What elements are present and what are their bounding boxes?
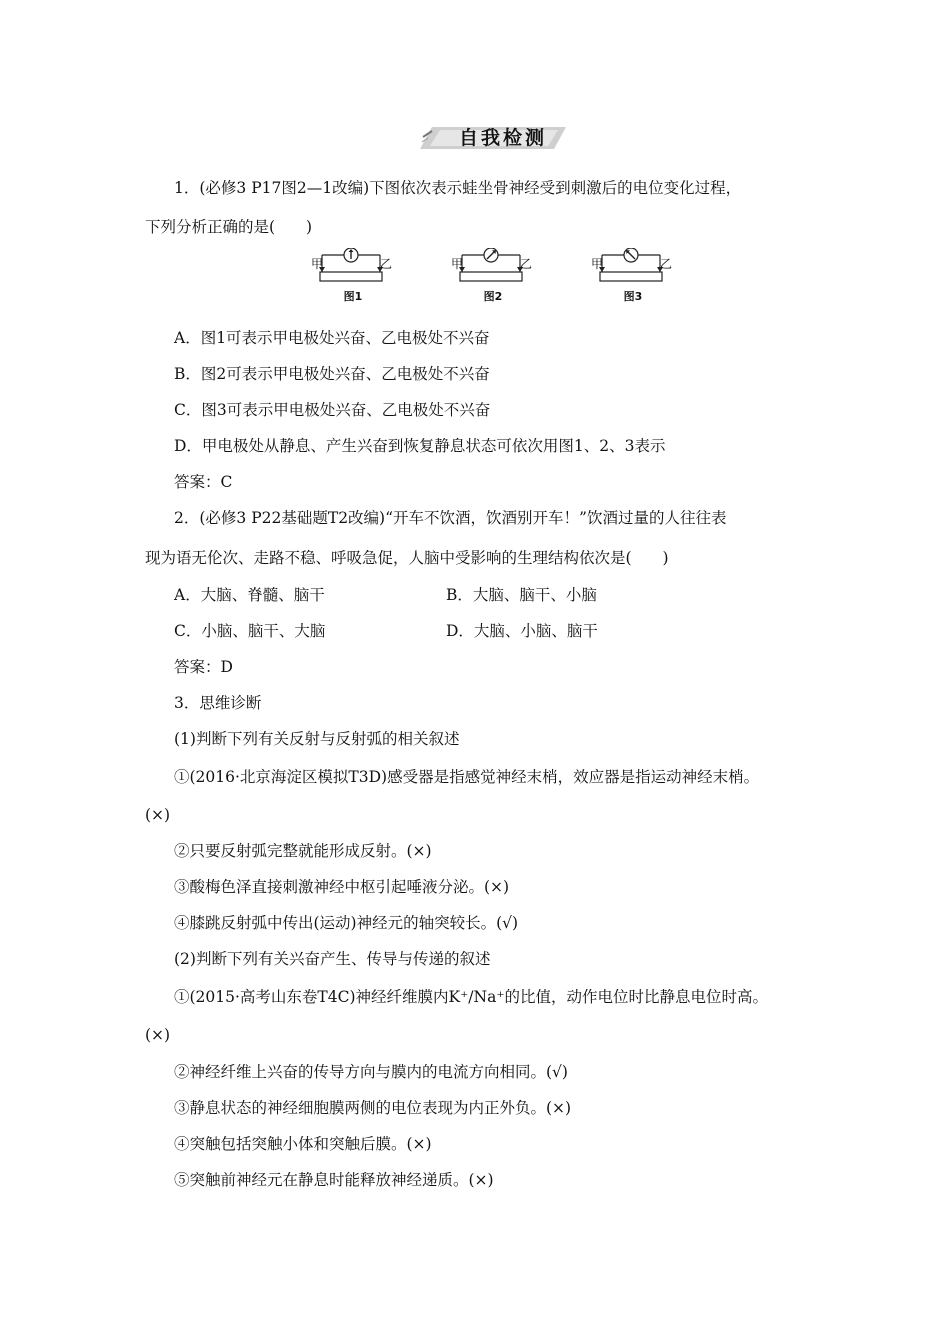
q3-part2-item5: ⑤突触前神经元在静息时能释放神经递质。(×) (174, 1171, 494, 1189)
q2-stem-line1: 2．(必修3 P22基础题T2改编)“开车不饮酒，饮酒别开车！”饮酒过量的人往往表 (174, 509, 727, 527)
q2-option-d: D．大脑、小脑、脑干 (446, 622, 598, 640)
q3-part2-item1-verdict: (×) (145, 1026, 171, 1044)
q1-option-a: A．图1可表示甲电极处兴奋、乙电极处不兴奋 (174, 329, 490, 347)
electrode-yi-label: 乙 (660, 257, 673, 271)
figure-2 (440, 248, 540, 304)
q3-part1-item4: ④膝跳反射弧中传出(运动)神经元的轴突较长。(√) (174, 914, 519, 932)
q3-part1-item3: ③酸梅色泽直接刺激神经中枢引起唾液分泌。(×) (174, 878, 510, 896)
q3-part1-title: (1)判断下列有关反射与反射弧的相关叙述 (174, 730, 460, 748)
q3-part1-item1: ①(2016·北京海淀区模拟T3D)感受器是指感觉神经末梢，效应器是指运动神经末梢。 (174, 768, 760, 786)
figure-caption: 图2 (483, 290, 503, 303)
q3-part1-item2: ②只要反射弧完整就能形成反射。(×) (174, 842, 432, 860)
q1-option-c: C．图3可表示甲电极处兴奋、乙电极处不兴奋 (174, 401, 491, 419)
electrode-jia-label: 甲 (311, 257, 324, 271)
q3-part2-item4: ④突触包括突触小体和突触后膜。(×) (174, 1135, 432, 1153)
electrode-jia-label: 甲 (591, 257, 604, 271)
q3-part1-item1-verdict: (×) (145, 806, 171, 824)
q3-part2-item1: ①(2015·高考山东卷T4C)神经纤维膜内K⁺/Na⁺的比值，动作电位时比静息电位时高。 (174, 988, 768, 1006)
electrode-jia-label: 甲 (451, 257, 464, 271)
q1-option-d: D．甲电极处从静息、产生兴奋到恢复静息状态可依次用图1、2、3表示 (174, 437, 666, 455)
q2-option-c: C．小脑、脑干、大脑 (174, 622, 326, 640)
q3-part2-item3: ③静息状态的神经细胞膜两侧的电位表现为内正外负。(×) (174, 1099, 572, 1117)
q3-part2-title: (2)判断下列有关兴奋产生、传导与传递的叙述 (174, 950, 491, 968)
page-title: 自我检测 (458, 127, 547, 149)
figure-caption: 图3 (623, 290, 643, 303)
electrode-yi-label: 乙 (380, 257, 393, 271)
q1-answer: 答案：C (174, 473, 233, 491)
q2-option-a: A．大脑、脊髓、脑干 (174, 586, 325, 604)
q3-title: 3．思维诊断 (174, 694, 262, 712)
figure-1 (300, 248, 400, 304)
figure-caption: 图1 (343, 290, 363, 303)
q2-option-b: B．大脑、脑干、小脑 (446, 586, 597, 604)
q2-stem-line2: 现为语无伦次、走路不稳、呼吸急促，人脑中受影响的生理结构依次是( ) (145, 549, 669, 567)
q1-option-b: B．图2可表示甲电极处兴奋、乙电极处不兴奋 (174, 365, 490, 383)
q1-stem-line2: 下列分析正确的是( ) (145, 218, 313, 236)
electrode-yi-label: 乙 (520, 257, 533, 271)
q1-figures (300, 248, 680, 304)
q2-answer: 答案：D (174, 658, 233, 676)
q3-part2-item2: ②神经纤维上兴奋的传导方向与膜内的电流方向相同。(√) (174, 1063, 568, 1081)
q1-stem-line1: 1．(必修3 P17图2—1改编)下图依次表示蛙坐骨神经受到刺激后的电位变化过程， (174, 179, 742, 197)
figure-3 (580, 248, 680, 304)
section-title-banner (418, 124, 566, 152)
